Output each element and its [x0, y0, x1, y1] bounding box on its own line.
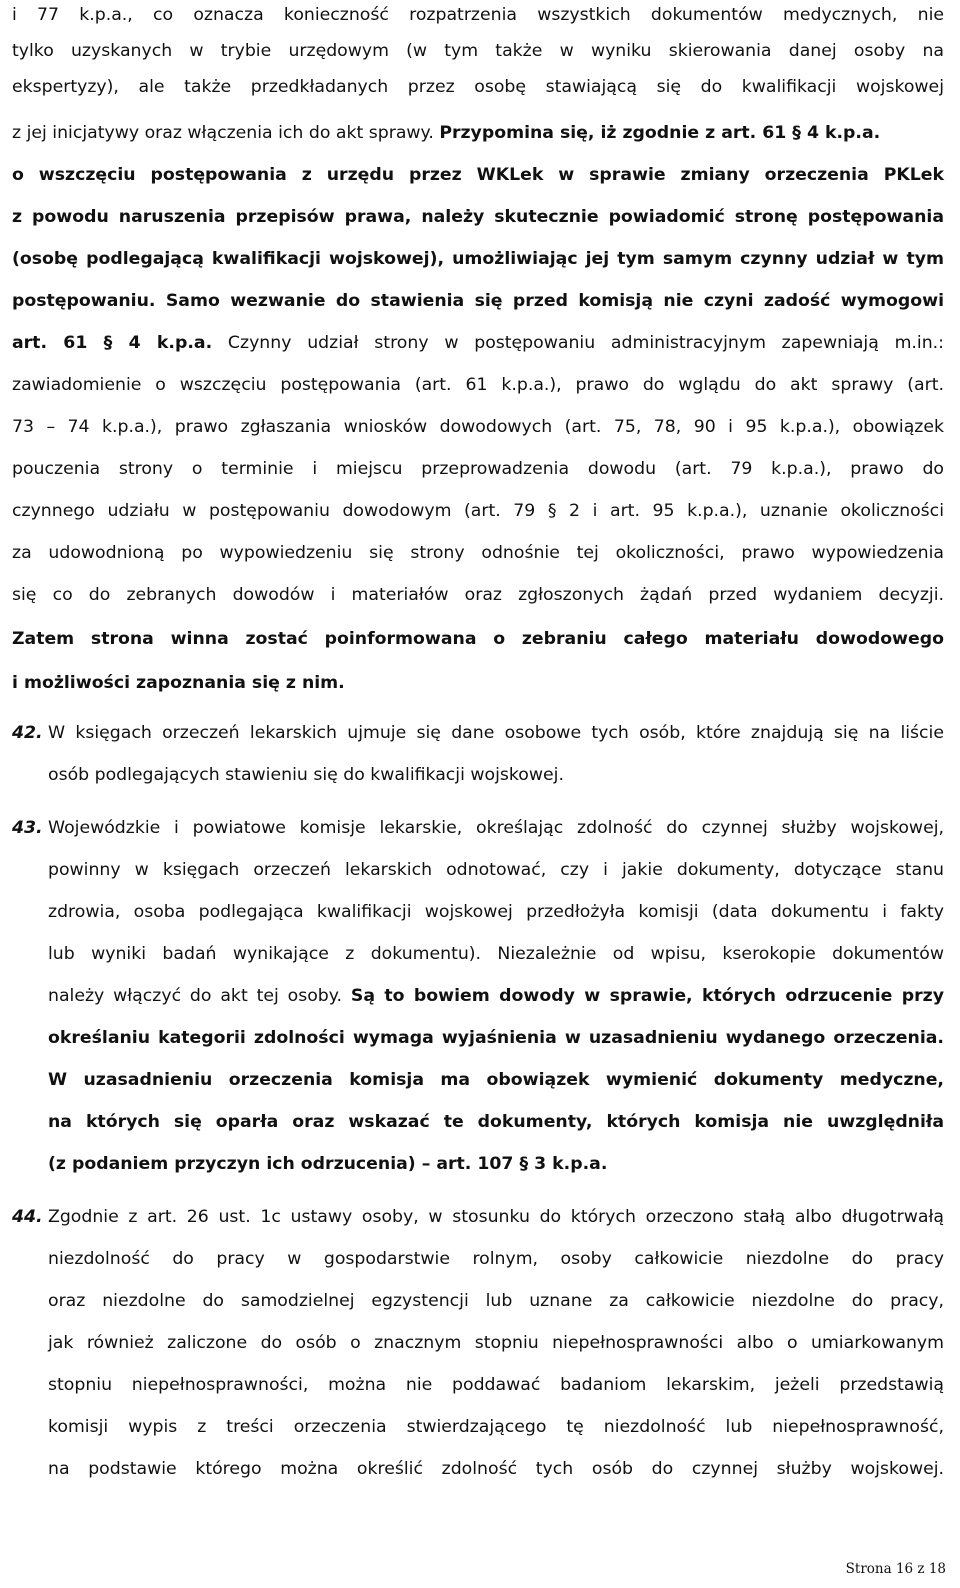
text-line	[48, 1248, 944, 1270]
text-line	[12, 4, 944, 26]
paragraph-number: 43.	[12, 818, 43, 838]
bold-text: art. 61 § 4 k.p.a.	[12, 333, 213, 353]
text: na podstawie którego można określić zdolność tych osób do czynnej służby wojskowej.	[48, 1459, 944, 1479]
bold-text: z powodu naruszenia przepisów prawa, należy skutecznie powiadomić stronę postępowania	[12, 207, 944, 227]
text: zawiadomienie o wszczęciu postępowania (art. 61 k.p.a.), prawo do wglądu do akt sprawy (art.	[12, 375, 944, 395]
text-line	[48, 1111, 944, 1133]
text: Wojewódzkie i powiatowe komisje lekarskie, określając zdolność do czynnej służby wojskowej,	[48, 818, 944, 838]
bold-text: postępowaniu. Samo wezwanie do stawienia się przed komisją nie czyni zadość wymogowi	[12, 291, 944, 311]
text: tylko uzyskanych w trybie urzędowym (w tym także w wyniku skierowania danej osoby na	[12, 41, 944, 61]
text-line	[48, 764, 944, 786]
text: osób podlegających stawieniu się do kwalifikacji wojskowej.	[48, 765, 564, 785]
text-line	[12, 76, 944, 98]
text-line	[12, 164, 944, 186]
bold-text: Przypomina się, iż zgodnie z art. 61 § 4 k.p.a.	[439, 123, 881, 143]
text-line	[12, 500, 944, 522]
paragraph-number: 44.	[12, 1207, 43, 1227]
text-line	[48, 1332, 944, 1354]
text: Czynny udział strony w postępowaniu administracyjnym zapewniają m.in.:	[212, 333, 944, 353]
text: ekspertyzy), ale także przedkładanych przez osobę stawiającą się do kwalifikacji wojskowej	[12, 77, 944, 97]
text-line	[48, 859, 944, 881]
text-line	[12, 332, 944, 354]
text-line	[12, 290, 944, 312]
text-line	[12, 206, 944, 228]
text: należy włączyć do akt tej osoby.	[48, 986, 351, 1006]
text-line	[48, 985, 944, 1007]
text: oraz niezdolne do samodzielnej egzystencji lub uznane za całkowicie niezdolne do pracy,	[48, 1291, 944, 1311]
text-line	[48, 1290, 944, 1312]
text-line	[12, 584, 944, 606]
text: Zgodnie z art. 26 ust. 1c ustawy osoby, w stosunku do których orzeczono stałą albo długotrwałą	[48, 1207, 944, 1227]
text: 73 – 74 k.p.a.), prawo zgłaszania wniosków dowodowych (art. 75, 78, 90 i 95 k.p.a.), obowiązek	[12, 417, 944, 437]
text-line	[48, 901, 944, 923]
text: z jej inicjatywy oraz włączenia ich do akt sprawy.	[12, 123, 440, 143]
text-line	[48, 722, 944, 744]
text-line	[48, 943, 944, 965]
text-line	[48, 817, 944, 839]
text-line	[12, 122, 944, 144]
text-line	[48, 1416, 944, 1438]
text-line	[48, 1374, 944, 1396]
text: powinny w księgach orzeczeń lekarskich odnotować, czy i jakie dokumenty, dotyczące stanu	[48, 860, 944, 880]
text: jak również zaliczone do osób o znacznym stopniu niepełnosprawności albo o umiarkowanym	[48, 1333, 944, 1353]
text: komisji wypis z treści orzeczenia stwierdzającego tę niezdolność lub niepełnosprawność,	[48, 1417, 944, 1437]
page-number: Strona 16 z 18	[845, 1561, 946, 1577]
bold-text: o wszczęciu postępowania z urzędu przez WKLek w sprawie zmiany orzeczenia PKLek	[12, 165, 944, 185]
text-line	[48, 1153, 944, 1175]
text-line	[12, 374, 944, 396]
text: niezdolność do pracy w gospodarstwie rolnym, osoby całkowicie niezdolne do pracy	[48, 1249, 944, 1269]
text-line	[48, 1458, 944, 1480]
text: za udowodnioną po wypowiedzeniu się strony odnośnie tej okoliczności, prawo wypowiedzenia	[12, 543, 944, 563]
text-line	[48, 1027, 944, 1049]
bold-text: Są to bowiem dowody w sprawie, których odrzucenie przy	[350, 986, 944, 1006]
paragraph-number: 42.	[12, 723, 43, 743]
text-line	[48, 1206, 944, 1228]
bold-text: W uzasadnieniu orzeczenia komisja ma obowiązek wymienić dokumenty medyczne,	[48, 1070, 944, 1090]
text-line	[12, 672, 944, 694]
text-line	[12, 40, 944, 62]
bold-text: i możliwości zapoznania się z nim.	[12, 673, 345, 693]
text: lub wyniki badań wynikające z dokumentu). Niezależnie od wpisu, kserokopie dokumentów	[48, 944, 944, 964]
bold-text: (osobę podlegającą kwalifikacji wojskowej), umożliwiając jej tym samym czynny udział w tym	[12, 249, 944, 269]
text-line	[12, 248, 944, 270]
text: się co do zebranych dowodów i materiałów oraz zgłoszonych żądań przed wydaniem decyzji.	[12, 585, 944, 605]
text: zdrowia, osoba podlegająca kwalifikacji wojskowej przedłożyła komisji (data dokumentu i fakty	[48, 902, 944, 922]
text: W księgach orzeczeń lekarskich ujmuje się dane osobowe tych osób, które znajdują się na liście	[48, 723, 944, 743]
bold-text: (z podaniem przyczyn ich odrzucenia) – art. 107 § 3 k.p.a.	[48, 1154, 608, 1174]
text-line	[48, 1069, 944, 1091]
text-line	[12, 416, 944, 438]
bold-text: na których się oparła oraz wskazać te dokumenty, których komisja nie uwzględniła	[48, 1112, 944, 1132]
text: i 77 k.p.a., co oznacza konieczność rozpatrzenia wszystkich dokumentów medycznych, nie	[12, 5, 944, 25]
text-line	[12, 628, 944, 650]
text: czynnego udziału w postępowaniu dowodowym (art. 79 § 2 i art. 95 k.p.a.), uznanie okoliczności	[12, 501, 944, 521]
text-line	[12, 542, 944, 564]
text: pouczenia strony o terminie i miejscu przeprowadzenia dowodu (art. 79 k.p.a.), prawo do	[12, 459, 944, 479]
bold-text: Zatem strona winna zostać poinformowana o zebraniu całego materiału dowodowego	[12, 629, 944, 649]
text-line	[12, 458, 944, 480]
bold-text: określaniu kategorii zdolności wymaga wyjaśnienia w uzasadnieniu wydanego orzeczenia.	[48, 1028, 944, 1048]
text: stopniu niepełnosprawności, można nie poddawać badaniom lekarskim, jeżeli przedstawią	[48, 1375, 944, 1395]
